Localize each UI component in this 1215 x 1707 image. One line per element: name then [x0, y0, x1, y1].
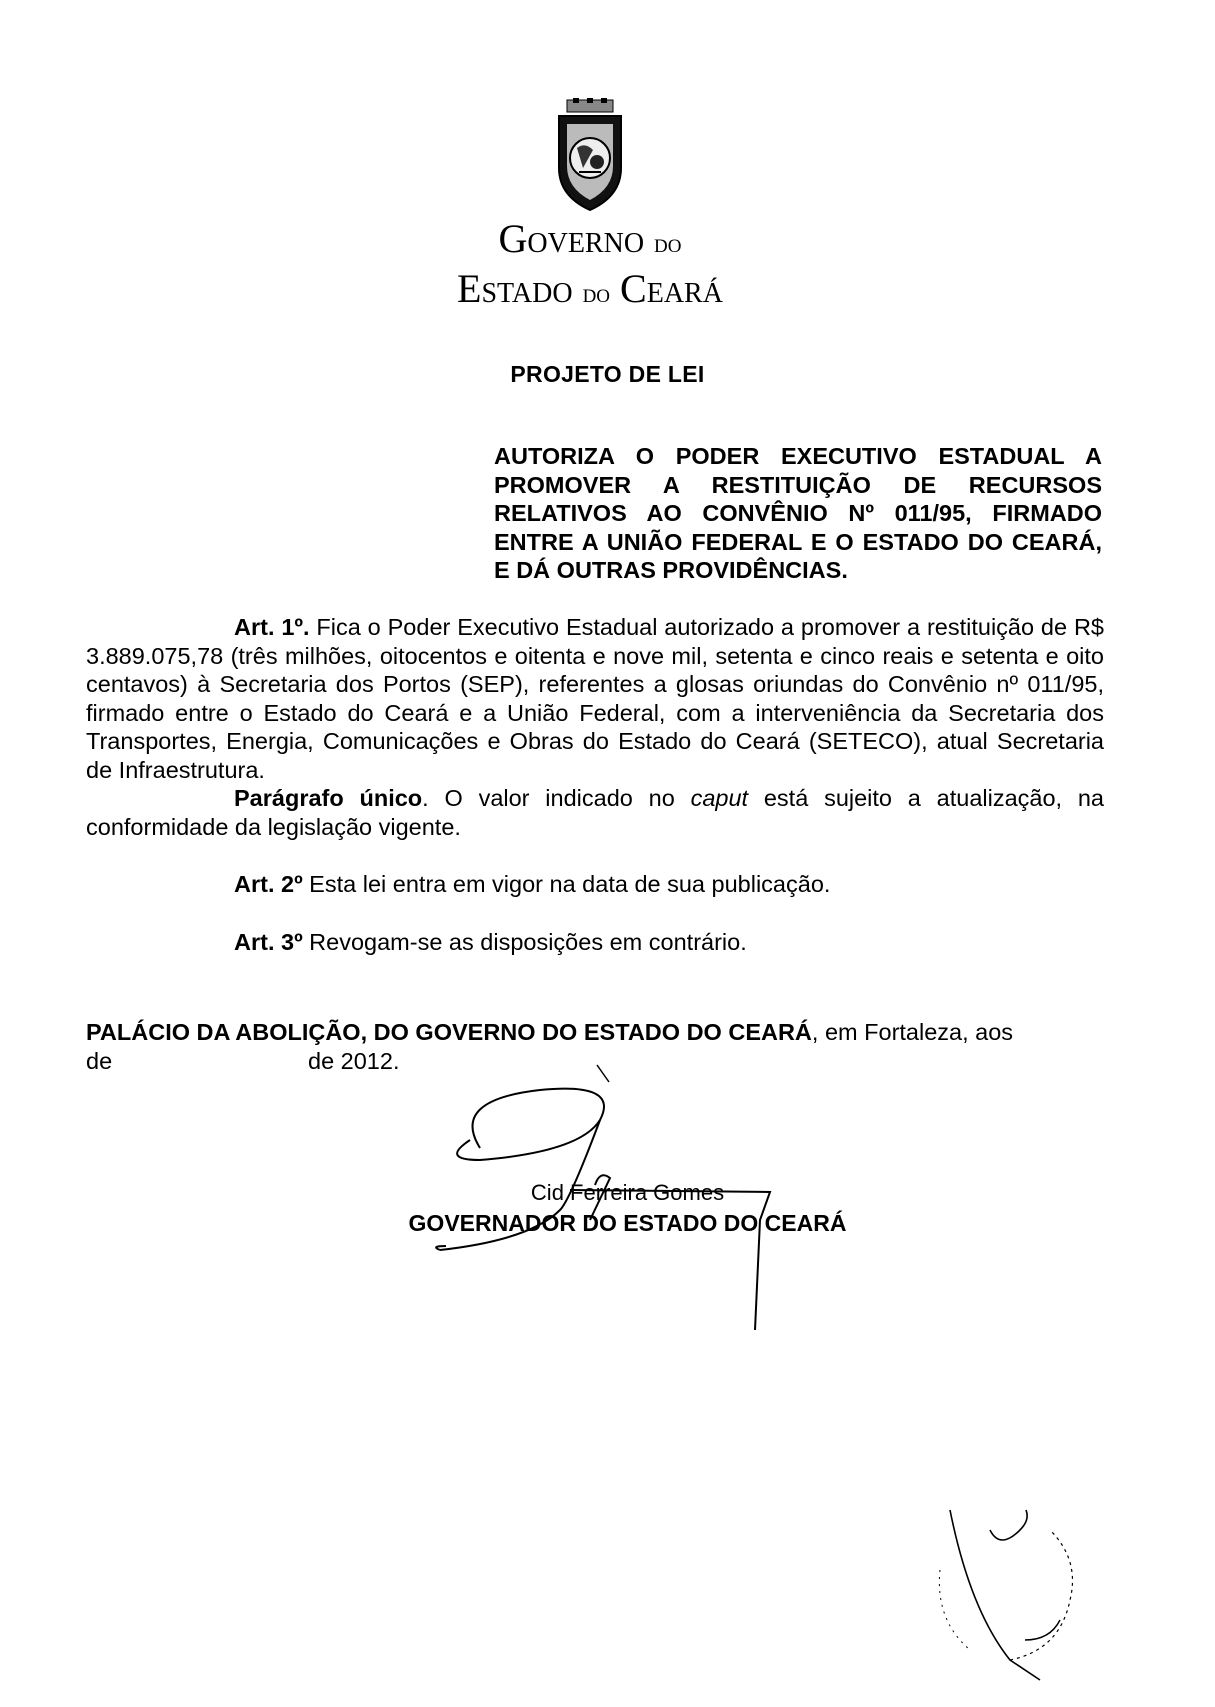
closing-line — [86, 1018, 1104, 1047]
header-governo: Governo — [498, 216, 645, 261]
ementa: AUTORIZA O PODER EXECUTIVO ESTADUAL A PROMOVER A RESTITUIÇÃO DE RECURSOS RELATIVOS AO CONVÊNIO Nº 011/95, FIRMADO ENTRE A UNIÃO FEDERAL E O ESTADO DO CEARÁ, E DÁ OUTRAS PROVIDÊNCIAS. — [494, 443, 1102, 583]
state-coat-of-arms — [553, 98, 627, 218]
header-estado: Estado — [457, 266, 573, 311]
date-year: de 2012. — [308, 1048, 400, 1074]
paragrafo-text-2: está sujeito a atualização, na conformidade da legislação vigente. — [86, 785, 1104, 840]
paragrafo-italic: caput — [690, 785, 749, 811]
article-1-text: Fica o Poder Executivo Estadual autorizado a promover a restituição de R$ 3.889.075,78 (três milhões, oitocentos e oitenta e nove mil, setenta e cinco reais e setenta e oito centavos) à Secretaria dos Portos (SEP), referentes a glosas oriundas do Convênio nº 011/95, firmado entre o Estado do Ceará e a União Federal, com a interveniência da Secretaria dos Transportes, Energia, Comunicações e Obras do Estado do Ceará (SETECO), atual Secretaria de Infraestrutura. — [86, 614, 1104, 783]
article-2 — [86, 870, 1104, 899]
article-3 — [86, 928, 1104, 957]
date-line — [86, 1048, 399, 1075]
article-2-text: Esta lei entra em vigor na data de sua publicação. — [302, 871, 831, 897]
header-do-2: do — [582, 278, 611, 308]
article-1-label: Art. 1º. — [234, 614, 310, 640]
article-3-label: Art. 3º — [234, 928, 303, 955]
closing-bold: PALÁCIO DA ABOLIÇÃO, DO GOVERNO DO ESTADO DO CEARÁ — [86, 1019, 812, 1045]
paragrafo-text-1: . O valor indicado no — [422, 785, 691, 811]
article-3-text: Revogam-se as disposições em contrário. — [302, 928, 747, 955]
article-1 — [86, 613, 1104, 784]
header-do-1: do — [654, 228, 682, 258]
rubric-initials — [930, 1490, 1090, 1690]
date-de: de — [86, 1048, 113, 1074]
header-ceara: Ceará — [620, 266, 723, 311]
paragrafo-unico — [86, 784, 1104, 841]
document-title: PROJETO DE LEI — [510, 361, 705, 387]
closing-text: , em Fortaleza, aos — [811, 1019, 1014, 1045]
signer-name: Cid Ferreira Gomes — [530, 1180, 725, 1205]
government-header — [380, 216, 800, 316]
paragrafo-label: Parágrafo único — [234, 785, 423, 811]
law-body — [86, 613, 1104, 956]
article-2-label: Art. 2º — [234, 871, 303, 897]
signer-role: GOVERNADOR DO ESTADO DO CEARÁ — [408, 1210, 847, 1236]
